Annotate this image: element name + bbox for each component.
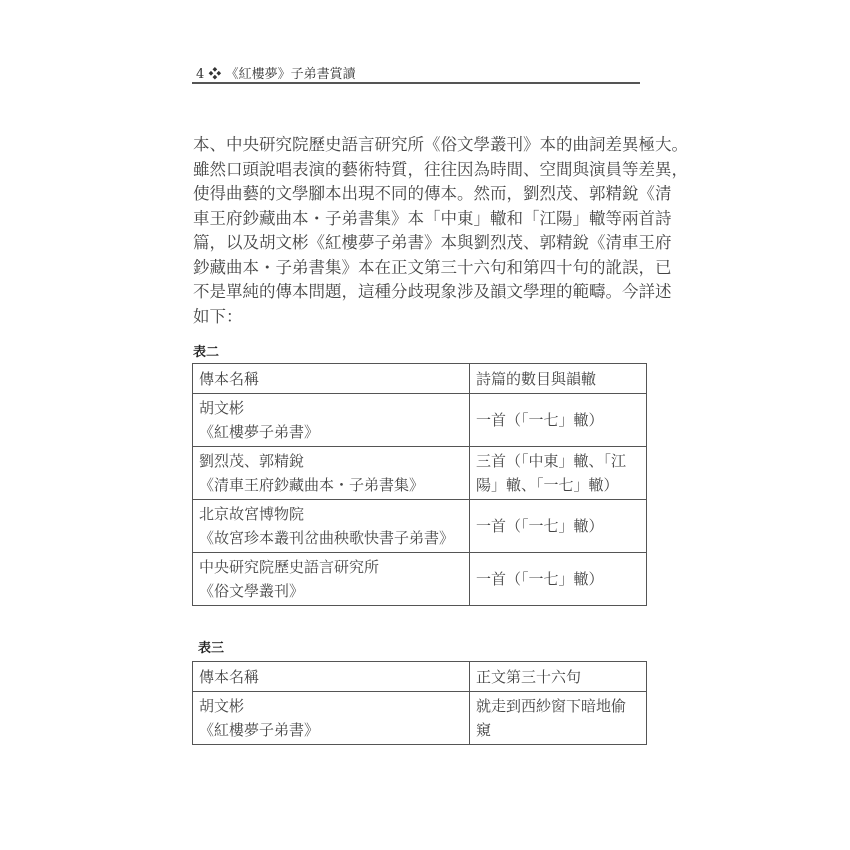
table-row bbox=[193, 447, 647, 500]
name-cell bbox=[193, 553, 470, 606]
table-header-row bbox=[193, 364, 647, 394]
ornament-icon: ❖ bbox=[208, 67, 222, 82]
running-header bbox=[196, 63, 356, 82]
paragraph-line: 本、中央研究院歷史語言研究所《俗文學叢刊》本的曲詞差異極大。 bbox=[193, 135, 688, 154]
value-cell: 三首（「中東」轍、「江陽」轍、「一七」轍） bbox=[470, 447, 647, 500]
table2-label: 表二 bbox=[193, 345, 220, 360]
paragraph-line: 車王府鈔藏曲本・子弟書集》本「中東」轍和「江陽」轍等兩首詩 bbox=[193, 208, 672, 228]
body-paragraph bbox=[193, 133, 688, 329]
author: 胡文彬 bbox=[199, 399, 245, 417]
value-cell: 就走到西紗窗下暗地偷窺 bbox=[470, 692, 647, 745]
value-cell: 一首（「一七」轍） bbox=[470, 500, 647, 553]
paragraph-line: 鈔藏曲本・子弟書集》本在正文第三十六句和第四十句的訛誤，已 bbox=[193, 257, 672, 277]
paragraph-line: 使得曲藝的文學腳本出現不同的傳本。然而，劉烈茂、郭精銳《清 bbox=[193, 184, 672, 203]
edition: 《清車王府鈔藏曲本・子弟書集》 bbox=[199, 476, 425, 494]
header-cell: 詩篇的數目與韻轍 bbox=[470, 364, 647, 394]
name-cell bbox=[193, 394, 470, 447]
value-cell: 一首（「一七」轍） bbox=[470, 553, 647, 606]
table2 bbox=[192, 363, 647, 606]
table-row bbox=[193, 500, 647, 553]
paragraph-line: 雖然口頭說唱表演的藝術特質，往往因為時間、空間與演員等差異， bbox=[193, 159, 688, 179]
author: 中央研究院歷史語言研究所 bbox=[199, 558, 380, 576]
author: 胡文彬 bbox=[199, 697, 245, 715]
paragraph-line: 不是單純的傳本問題，這種分歧現象涉及韻文學理的範疇。今詳述 bbox=[193, 282, 672, 301]
page-number: 4 bbox=[196, 67, 205, 82]
edition: 《故宮珍本叢刊岔曲秧歌快書子弟書》 bbox=[199, 529, 455, 547]
header-cell: 傳本名稱 bbox=[193, 364, 470, 394]
table-row bbox=[193, 553, 647, 606]
name-cell bbox=[193, 500, 470, 553]
table-row bbox=[193, 394, 647, 447]
value-cell: 一首（「一七」轍） bbox=[470, 394, 647, 447]
header-rule bbox=[192, 82, 640, 84]
name-cell bbox=[193, 692, 470, 745]
author: 北京故宮博物院 bbox=[199, 505, 305, 523]
table-header-row bbox=[193, 662, 647, 692]
author: 劉烈茂、郭精銳 bbox=[199, 452, 305, 470]
table-row bbox=[193, 692, 647, 745]
name-cell bbox=[193, 447, 470, 500]
edition: 《紅樓夢子弟書》 bbox=[199, 721, 320, 739]
edition: 《俗文學叢刊》 bbox=[199, 582, 305, 600]
header-cell: 傳本名稱 bbox=[193, 662, 470, 692]
paragraph-line: 如下： bbox=[193, 306, 243, 326]
table3 bbox=[192, 661, 647, 745]
edition: 《紅樓夢子弟書》 bbox=[199, 423, 320, 441]
book-title: 《紅樓夢》子弟書賞讀 bbox=[225, 67, 356, 82]
header-cell: 正文第三十六句 bbox=[470, 662, 647, 692]
paragraph-line: 篇，以及胡文彬《紅樓夢子弟書》本與劉烈茂、郭精銳《清車王府 bbox=[193, 233, 672, 252]
table3-label: 表三 bbox=[198, 641, 225, 656]
